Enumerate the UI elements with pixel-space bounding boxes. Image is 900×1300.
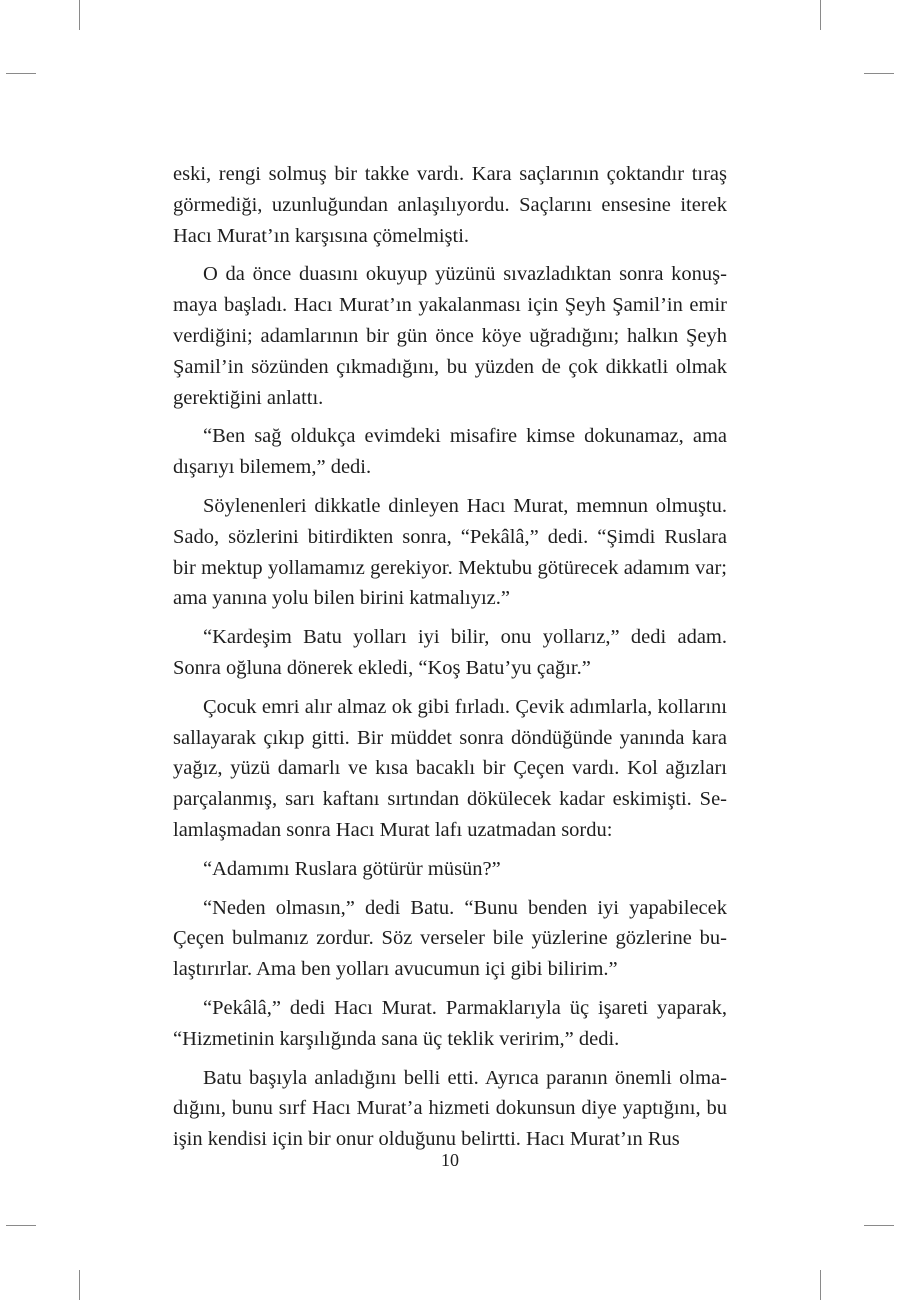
paragraph: “Neden olmasın,” dedi Batu. “Bunu benden iyi yapabilecek Çeçen bulmanız zordur. Söz verseler bile yüzlerine gözlerine bulaştırırlar. Ama ben yolları avucumun içi gibi bilirim.” bbox=[173, 896, 727, 981]
page-number: 10 bbox=[441, 1150, 459, 1170]
paragraph: “Kardeşim Batu yolları iyi bilir, onu yollarız,” dedi adam. Sonra oğluna dönerek ekledi, “Koş Batu’yu çağır.” bbox=[173, 626, 727, 679]
paragraph: eski, rengi solmuş bir takke vardı. Kara saçlarının çoktandır tıraş görmediği, uzunluğundan anlaşılıyordu. Saçlarını ensesine iterek Hacı Murat’ın karşısına çömelmişti. bbox=[173, 163, 727, 247]
crop-mark-bottom-right-horizontal bbox=[864, 1225, 894, 1226]
crop-mark-bottom-right-vertical bbox=[820, 1270, 821, 1300]
crop-mark-top-left-horizontal bbox=[6, 73, 36, 74]
crop-mark-bottom-left-vertical bbox=[79, 1270, 80, 1300]
crop-mark-bottom-left-horizontal bbox=[6, 1225, 36, 1226]
crop-mark-top-left-vertical bbox=[79, 0, 80, 30]
paragraph: Söylenenleri dikkatle dinleyen Hacı Murat, memnun olmuştu. Sado, sözlerini bitirdikten sonra, “Pekâlâ,” dedi. “Şimdi Ruslara bir mektup yollamamız gerekiyor. Mektubu götürecek adamım var; ama yanına yolu bilen birini katmalıyız.” bbox=[173, 494, 727, 610]
paragraph: Çocuk emri alır almaz ok gibi fırladı. Çevik adımlarla, kollarını sallayarak çıkıp gitti. Bir müddet sonra döndüğünde yanında kara yağız, yüzü damarlı ve kısa bacaklı bir Çeçen vardı. Kol ağızları parçalanmış, sarı kaftanı sırtından dökülecek kadar eskimişti. Selamlaşmadan sonra Hacı Murat lafı uzatmadan sordu: bbox=[173, 695, 727, 841]
crop-mark-top-right-horizontal bbox=[864, 73, 894, 74]
paragraph: Batu başıyla anladığını belli etti. Ayrıca paranın önemli olmadığını, bunu sırf Hacı Murat’a hizmeti dokunsun diye yaptığını, bu işin kendisi için bir onur olduğunu belirtti. Hacı Murat’ın Rus bbox=[173, 1066, 727, 1151]
body-text bbox=[173, 159, 727, 1163]
paragraph: “Adamımı Ruslara götürür müsün?” bbox=[203, 857, 501, 880]
paragraph: “Ben sağ oldukça evimdeki misafire kimse dokunamaz, ama dışarıyı bilemem,” dedi. bbox=[173, 425, 727, 479]
paragraph: O da önce duasını okuyup yüzünü sıvazladıktan sonra konuşmaya başladı. Hacı Murat’ın yakalanması için Şeyh Şamil’in emir verdiğini; adamlarının bir gün önce köye uğradığını; halkın Şeyh Şamil’in sözünden çıkmadığını, bu yüzden de çok dikkatli olmak gerektiğini anlattı. bbox=[173, 263, 727, 409]
crop-mark-top-right-vertical bbox=[820, 0, 821, 30]
paragraph: “Pekâlâ,” dedi Hacı Murat. Parmaklarıyla üç işareti yaparak, “Hizmetinin karşılığında sana üç teklik veririm,” dedi. bbox=[173, 996, 727, 1050]
